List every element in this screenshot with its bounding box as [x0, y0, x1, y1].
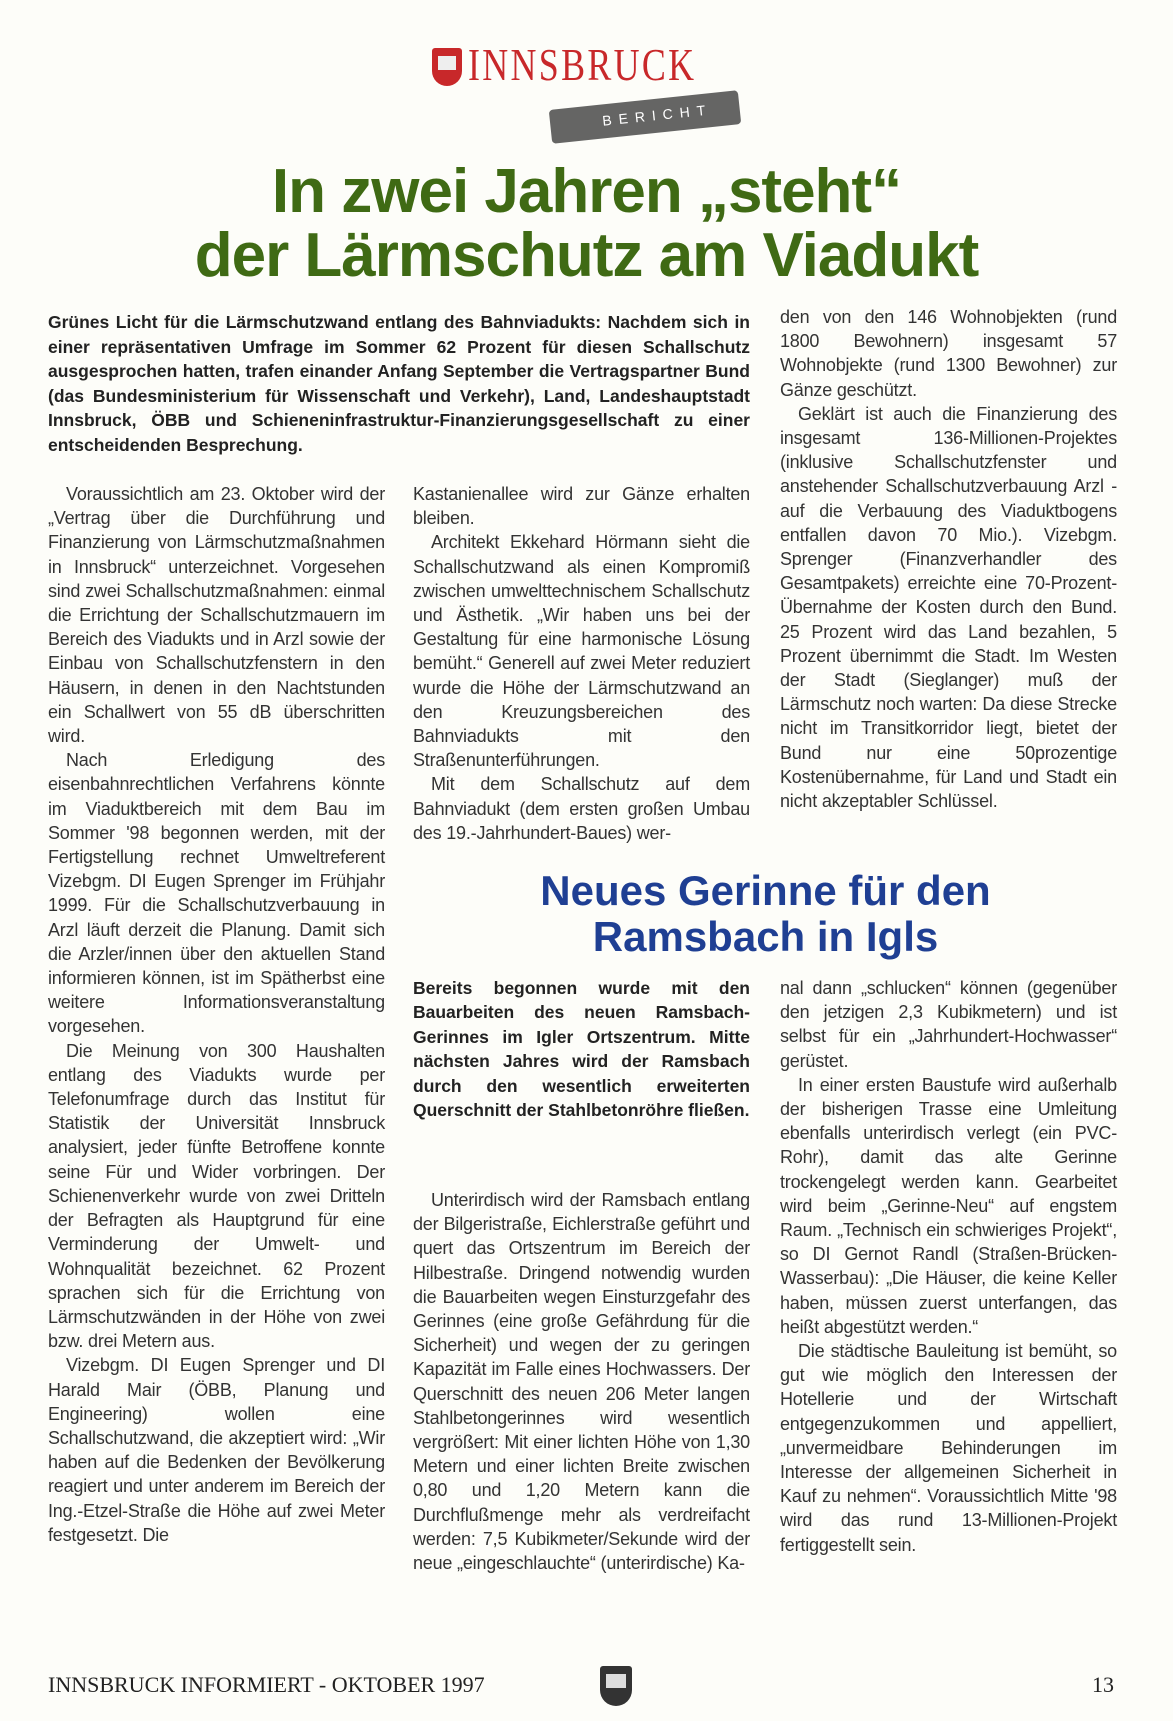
- paragraph: Vizebgm. DI Eugen Sprenger und DI Harald Mair (ÖBB, Planung und Engineering) wollen eine Schallschutzwand, die akzeptiert wird: „Wir haben auf die Bedenken der Bevölkerung reagiert und unter anderem im Bereich der Ing.-Etzel-Straße die Höhe auf zwei Meter festgesetzt. Die: [48, 1355, 385, 1545]
- paragraph: Nach Erledigung des eisenbahnrechtlichen Verfahrens könnte im Viaduktbereich mit dem Bau im Sommer '98 begonnen werden, mit der Fertigstellung rechnet Umweltreferent Vizebgm. DI Eugen Sprenger im Frühjahr 1999. Für die Schallschutzverbauung in Arzl läuft derzeit die Planung. Damit sich die Arzler/innen über den aktuellen Stand informieren können, ist im Spätherbst eine weitere Informationsveranstaltung vorgesehen.: [48, 750, 385, 1037]
- innsbruck-bericht-logo: [432, 39, 762, 144]
- headline-line: In zwei Jahren „steht“: [271, 157, 902, 226]
- coat-of-arms-icon: [432, 48, 462, 86]
- article2-headline: [413, 868, 1118, 960]
- footer-publication: INNSBRUCK INFORMIERT - OKTOBER 1997: [48, 1672, 485, 1697]
- masthead-sub: BERICHT: [601, 101, 713, 129]
- page-number: 13: [1092, 1672, 1114, 1697]
- headline-line: Ramsbach in Igls: [592, 913, 939, 960]
- paragraph: Architekt Ekkehard Hörmann sieht die Schallschutzwand als einen Kompromiß zwischen umwelttechnischem Schallschutz und Ästhetik. „Wir haben uns bei der Gestaltung für eine harmonische Lösung bemüht.“ Generell auf zwei Meter reduziert wurde die Höhe der Lärmschutzwand an den Kreuzungsbereichen des Bahnviadukts mit den Straßenunterführungen.: [413, 532, 750, 771]
- article1-lead: Grünes Licht für die Lärmschutzwand entlang des Bahnviadukts: Nachdem sich in einer repräsentativen Umfrage im Sommer 62 Prozent für diesen Schallschutz ausgesprochen hatten, trafen einander Anfang September die Vertragspartner Bund (das Bundesministerium für Wissenschaft und Verkehr), Land, Landeshauptstadt Innsbruck, ÖBB und Schieneninfrastruktur-Finanzierungsgesellschaft zu einer entscheidenden Besprechung.: [48, 312, 750, 455]
- article2-lead: Bereits begonnen wurde mit den Bauarbeiten des neuen Ramsbach-Gerinnes im Igler Ortszentrum. Mitte nächsten Jahres wird der Ramsbach durch den wesentlich erweiterten Querschnitt der Stahlbetonröhre fließen.: [413, 978, 750, 1121]
- paragraph: Die Meinung von 300 Haushalten entlang des Viadukts wurde per Telefonumfrage durch das Institut für Statistik der Universität Innsbruck analysiert, jeder fünfte Betroffene konnte seine Für und Wider vorbringen. Der Schienenverkehr wurde von zwei Dritteln der Befragten als Hauptgrund für eine Verminderung der Umwelt- und Wohnqualität bezeichnet. 62 Prozent sprachen sich für die Errichtung von Lärmschutzwänden in der Höhe von zwei bzw. drei Metern aus.: [48, 1040, 385, 1352]
- paragraph: Voraussichtlich am 23. Oktober wird der „Vertrag über die Durchführung und Finanzierung von Lärmschutzmaßnahmen in Innsbruck“ unterzeichnet. Vorgesehen sind zwei Schallschutzmaßnahmen: einmal die Errichtung der Schallschutzmauern im Bereich des Viadukts und in Arzl sowie der Einbau von Schallschutzfenstern in den Häusern, in denen in den Nachtstunden ein Schallwert von 55 dB überschritten wird.: [48, 484, 385, 747]
- headline-line: Neues Gerinne für den: [540, 867, 991, 914]
- paragraph: Die städtische Bauleitung ist bemüht, so gut wie möglich den Interessen der Hotellerie und der Wirtschaft entgegenzukommen und appelliert, „unvermeidbare Behinderungen im Interesse der allgemeinen Sicherheit in Kauf zu nehmen“. Voraussichtlich Mitte '98 wird das rund 13-Millionen-Projekt fertiggestellt sein.: [780, 1341, 1117, 1555]
- paragraph: In einer ersten Baustufe wird außerhalb der bisherigen Trasse eine Umleitung ebenfalls unterirdisch verlegt (ein PVC-Rohr), damit das alte Gerinne trockengelegt werden kann. Gearbeitet wird beim „Gerinne-Neu“ auf engstem Raum. „Technisch ein schwieriges Projekt“, so DI Gernot Randl (Straßen-Brücken-Wasserbau): „Die Häuser, die keine Keller haben, müssen zuerst unterfangen, das heißt abgestützt werden.“: [780, 1074, 1117, 1337]
- headline-line: der Lärmschutz am Viadukt: [194, 221, 979, 290]
- paragraph: nal dann „schlucken“ können (gegenüber den jetzigen 2,3 Kubikmetern) und ist selbst für ein „Jahrhundert-Hochwasser“ gerüstet.: [780, 978, 1117, 1071]
- paragraph: Kastanienallee wird zur Gänze erhalten bleiben.: [413, 484, 750, 529]
- article1-column-1: [48, 482, 385, 1547]
- footer-coat-of-arms-icon: [600, 1666, 632, 1706]
- masthead-word: INNSBRUCK: [468, 39, 697, 90]
- paragraph: Geklärt ist auch die Finanzierung des insgesamt 136-Millionen-Projektes (inklusive Schallschutzfenster und anstehender Schallschutzverbauung Arzl - auf die Verbauung des Viaduktbogens entfallen davon 70 Mio.). Vizebgm. Sprenger (Finanzverhandler des Gesamtpakets) erreichte eine 70-Prozent-Übernahme der Kosten durch den Bund. 25 Prozent wird das Land bezahlen, 5 Prozent übernimmt die Stadt. Im Westen der Stadt (Sieglanger) muß der Lärmschutz noch warten: Da diese Strecke nicht im Transitkorridor liegt, bietet der Bund nur eine 50prozentige Kostenübernahme, für Land und Stadt ein nicht akzeptabler Schlüssel.: [780, 403, 1117, 812]
- article1-column-2: [413, 482, 750, 845]
- paragraph: Unterirdisch wird der Ramsbach entlang der Bilgeristraße, Eichlerstraße geführt und quert das Ortszentrum im Bereich der Hilbestraße. Dringend notwendig wurden die Bauarbeiten wegen Einsturzgefahr des Gerinnes (eine große Gefährdung für die Sicherheit) und wegen der zu geringen Kapazität im Falle eines Hochwassers. Der Querschnitt des neuen 206 Meter langen Stahlbetongerinnes wird wesentlich vergrößert: Mit einer lichten Höhe von 1,30 Metern und einer lichten Breite zwischen 0,80 und 1,20 Metern kann die Durchflußmenge mehr als verdreifacht werden: 7,5 Kubikmeter/Sekunde wird der neue „eingeschlauchte“ (unterirdische) Ka-: [413, 1190, 750, 1574]
- article2-column-3: [780, 976, 1117, 1557]
- article2-column-2: [413, 1188, 750, 1575]
- article1-column-3: [780, 305, 1117, 813]
- paragraph: Mit dem Schallschutz auf dem Bahnviadukt (dem ersten großen Umbau des 19.-Jahrhundert-Baues) wer-: [413, 774, 750, 843]
- paragraph: den von den 146 Wohnobjekten (rund 1800 Bewohnern) insgesamt 57 Wohnobjekte (rund 1300 Bewohner) zur Gänze geschützt.: [780, 307, 1117, 400]
- article1-headline: [0, 157, 1173, 290]
